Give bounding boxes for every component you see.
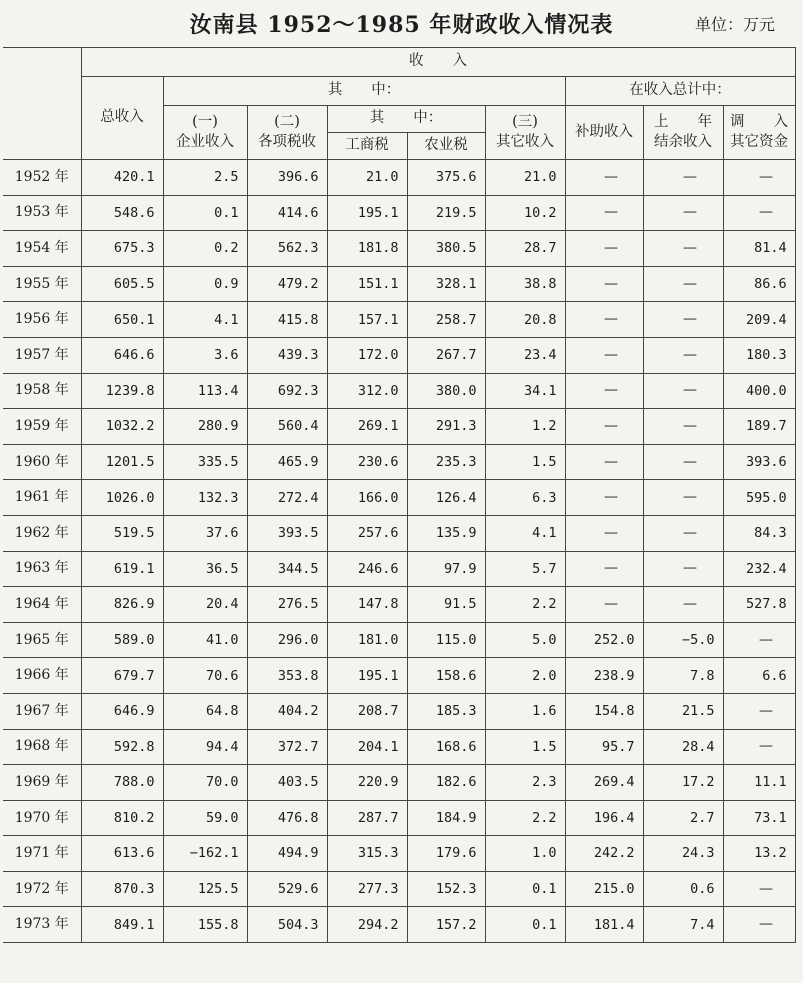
- cell-shuishou: 562.3: [247, 231, 327, 267]
- cell-qita: 2.2: [485, 587, 565, 623]
- cell-year: 1957 年: [3, 337, 81, 373]
- cell-total: 1201.5: [81, 444, 163, 480]
- cell-gongshang: 220.9: [327, 765, 407, 801]
- cell-total: 810.2: [81, 800, 163, 836]
- cell-gongshang: 315.3: [327, 836, 407, 872]
- cell-jieyu: —: [643, 231, 723, 267]
- cell-shuishou: 465.9: [247, 444, 327, 480]
- header-shuishou-num: (二): [274, 113, 300, 130]
- cell-diaoru: 81.4: [723, 231, 795, 267]
- cell-diaoru: 209.4: [723, 302, 795, 338]
- header-qita-num: (三): [512, 113, 538, 130]
- cell-total: 592.8: [81, 729, 163, 765]
- cell-qita: 5.7: [485, 551, 565, 587]
- cell-buzhu: —: [565, 551, 643, 587]
- cell-qiye: 0.2: [163, 231, 247, 267]
- cell-total: 650.1: [81, 302, 163, 338]
- cell-qiye: 70.0: [163, 765, 247, 801]
- cell-gongshang: 204.1: [327, 729, 407, 765]
- header-jieyu-line2: 结余收入: [654, 133, 712, 150]
- cell-year: 1973 年: [3, 907, 81, 943]
- cell-year: 1972 年: [3, 871, 81, 907]
- cell-qiye: 3.6: [163, 337, 247, 373]
- cell-shuishou: 393.5: [247, 515, 327, 551]
- cell-qita: 38.8: [485, 266, 565, 302]
- cell-year: 1967 年: [3, 693, 81, 729]
- cell-jieyu: 0.6: [643, 871, 723, 907]
- cell-jieyu: 17.2: [643, 765, 723, 801]
- cell-jieyu: —: [643, 444, 723, 480]
- cell-shuishou: 414.6: [247, 195, 327, 231]
- cell-nongye: 115.0: [407, 622, 485, 658]
- cell-shuishou: 494.9: [247, 836, 327, 872]
- cell-shuishou: 415.8: [247, 302, 327, 338]
- cell-jieyu: 2.7: [643, 800, 723, 836]
- cell-jieyu: —: [643, 160, 723, 196]
- cell-total: 613.6: [81, 836, 163, 872]
- cell-year: 1959 年: [3, 409, 81, 445]
- cell-qiye: 64.8: [163, 693, 247, 729]
- cell-buzhu: —: [565, 373, 643, 409]
- table-row: [3, 337, 795, 373]
- cell-qita: 6.3: [485, 480, 565, 516]
- table-row: [3, 871, 795, 907]
- cell-qita: 21.0: [485, 160, 565, 196]
- table-row: [3, 231, 795, 267]
- header-total: 总收入: [81, 77, 163, 160]
- cell-qita: 5.0: [485, 622, 565, 658]
- table-row: [3, 587, 795, 623]
- cell-gongshang: 294.2: [327, 907, 407, 943]
- cell-buzhu: —: [565, 337, 643, 373]
- cell-diaoru: 400.0: [723, 373, 795, 409]
- cell-shuishou: 403.5: [247, 765, 327, 801]
- cell-nongye: 184.9: [407, 800, 485, 836]
- table-row: [3, 480, 795, 516]
- cell-diaoru: 84.3: [723, 515, 795, 551]
- cell-total: 619.1: [81, 551, 163, 587]
- cell-shuishou: 476.8: [247, 800, 327, 836]
- table-row: [3, 551, 795, 587]
- cell-diaoru: 393.6: [723, 444, 795, 480]
- cell-shuishou: 692.3: [247, 373, 327, 409]
- cell-shuishou: 353.8: [247, 658, 327, 694]
- cell-gongshang: 230.6: [327, 444, 407, 480]
- cell-gongshang: 147.8: [327, 587, 407, 623]
- cell-jieyu: —: [643, 337, 723, 373]
- cell-gongshang: 166.0: [327, 480, 407, 516]
- cell-nongye: 152.3: [407, 871, 485, 907]
- cell-gongshang: 277.3: [327, 871, 407, 907]
- cell-qita: 34.1: [485, 373, 565, 409]
- cell-jieyu: —: [643, 480, 723, 516]
- cell-jieyu: —: [643, 195, 723, 231]
- cell-qita: 10.2: [485, 195, 565, 231]
- cell-diaoru: 86.6: [723, 266, 795, 302]
- cell-qita: 0.1: [485, 907, 565, 943]
- cell-gongshang: 172.0: [327, 337, 407, 373]
- cell-gongshang: 246.6: [327, 551, 407, 587]
- cell-jieyu: 28.4: [643, 729, 723, 765]
- header-nongye: 农业税: [407, 133, 485, 160]
- cell-buzhu: 181.4: [565, 907, 643, 943]
- cell-qiye: 20.4: [163, 587, 247, 623]
- header-qita: [485, 106, 565, 160]
- cell-qita: 2.0: [485, 658, 565, 694]
- page-title: 汝南县 1952～1985 年财政收入情况表: [189, 12, 614, 38]
- cell-jieyu: 7.4: [643, 907, 723, 943]
- cell-qita: 1.0: [485, 836, 565, 872]
- cell-diaoru: 11.1: [723, 765, 795, 801]
- cell-qiye: 155.8: [163, 907, 247, 943]
- cell-buzhu: —: [565, 231, 643, 267]
- table-row: [3, 693, 795, 729]
- cell-total: 675.3: [81, 231, 163, 267]
- cell-shuishou: 439.3: [247, 337, 327, 373]
- table-row: [3, 409, 795, 445]
- cell-qita: 20.8: [485, 302, 565, 338]
- header-shouru: 收 入: [81, 48, 795, 77]
- cell-year: 1963 年: [3, 551, 81, 587]
- cell-shuishou: 296.0: [247, 622, 327, 658]
- cell-nongye: 97.9: [407, 551, 485, 587]
- header-qizhong-1: 其 中：: [163, 77, 565, 106]
- cell-total: 519.5: [81, 515, 163, 551]
- cell-nongye: 380.5: [407, 231, 485, 267]
- cell-jieyu: 21.5: [643, 693, 723, 729]
- cell-qita: 2.2: [485, 800, 565, 836]
- cell-nongye: 291.3: [407, 409, 485, 445]
- cell-shuishou: 344.5: [247, 551, 327, 587]
- table-body: [3, 160, 795, 943]
- cell-diaoru: —: [723, 871, 795, 907]
- cell-total: 788.0: [81, 765, 163, 801]
- cell-qita: 1.5: [485, 729, 565, 765]
- cell-year: 1953 年: [3, 195, 81, 231]
- header-qizhong-2: 其 中：: [327, 106, 485, 133]
- cell-jieyu: −5.0: [643, 622, 723, 658]
- cell-qiye: 37.6: [163, 515, 247, 551]
- table-row: [3, 658, 795, 694]
- header-shuishou: [247, 106, 327, 160]
- cell-total: 849.1: [81, 907, 163, 943]
- cell-shuishou: 479.2: [247, 266, 327, 302]
- cell-nongye: 168.6: [407, 729, 485, 765]
- cell-buzhu: 95.7: [565, 729, 643, 765]
- cell-year: 1962 年: [3, 515, 81, 551]
- cell-buzhu: 269.4: [565, 765, 643, 801]
- cell-buzhu: —: [565, 409, 643, 445]
- cell-qita: 0.1: [485, 871, 565, 907]
- cell-qiye: 4.1: [163, 302, 247, 338]
- cell-total: 1239.8: [81, 373, 163, 409]
- cell-nongye: 235.3: [407, 444, 485, 480]
- cell-jieyu: 7.8: [643, 658, 723, 694]
- cell-year: 1955 年: [3, 266, 81, 302]
- cell-year: 1966 年: [3, 658, 81, 694]
- cell-gongshang: 181.0: [327, 622, 407, 658]
- cell-buzhu: 196.4: [565, 800, 643, 836]
- cell-buzhu: —: [565, 302, 643, 338]
- table-row: [3, 160, 795, 196]
- header-zai-shouru: 在收入总计中：: [565, 77, 795, 106]
- header-jieyu-line1: 上 年: [654, 113, 712, 130]
- cell-diaoru: —: [723, 195, 795, 231]
- cell-buzhu: —: [565, 195, 643, 231]
- table-row: [3, 302, 795, 338]
- cell-shuishou: 396.6: [247, 160, 327, 196]
- cell-total: 826.9: [81, 587, 163, 623]
- cell-shuishou: 272.4: [247, 480, 327, 516]
- cell-nongye: 219.5: [407, 195, 485, 231]
- cell-jieyu: —: [643, 551, 723, 587]
- cell-nongye: 267.7: [407, 337, 485, 373]
- cell-diaoru: —: [723, 729, 795, 765]
- header-gongshang: 工商税: [327, 133, 407, 160]
- cell-qiye: 335.5: [163, 444, 247, 480]
- header-qiye-num: (一): [192, 113, 218, 130]
- table-row: [3, 622, 795, 658]
- cell-year: 1969 年: [3, 765, 81, 801]
- cell-buzhu: —: [565, 266, 643, 302]
- cell-qita: 1.2: [485, 409, 565, 445]
- cell-qiye: −162.1: [163, 836, 247, 872]
- cell-buzhu: 252.0: [565, 622, 643, 658]
- header-diaoru-line1: 调 入: [730, 113, 789, 130]
- cell-gongshang: 157.1: [327, 302, 407, 338]
- cell-buzhu: —: [565, 444, 643, 480]
- cell-buzhu: —: [565, 480, 643, 516]
- cell-year: 1952 年: [3, 160, 81, 196]
- table-row: [3, 729, 795, 765]
- year-header: [3, 48, 81, 160]
- cell-buzhu: 215.0: [565, 871, 643, 907]
- cell-buzhu: —: [565, 587, 643, 623]
- cell-diaoru: —: [723, 160, 795, 196]
- cell-gongshang: 287.7: [327, 800, 407, 836]
- cell-gongshang: 151.1: [327, 266, 407, 302]
- cell-diaoru: 232.4: [723, 551, 795, 587]
- cell-qita: 23.4: [485, 337, 565, 373]
- cell-buzhu: 242.2: [565, 836, 643, 872]
- header-qiye: [163, 106, 247, 160]
- header-qita-label: 其它收入: [496, 133, 554, 150]
- cell-nongye: 185.3: [407, 693, 485, 729]
- cell-qiye: 36.5: [163, 551, 247, 587]
- cell-shuishou: 504.3: [247, 907, 327, 943]
- table-row: [3, 836, 795, 872]
- cell-qiye: 0.9: [163, 266, 247, 302]
- cell-diaoru: 180.3: [723, 337, 795, 373]
- cell-diaoru: 13.2: [723, 836, 795, 872]
- cell-nongye: 182.6: [407, 765, 485, 801]
- cell-shuishou: 560.4: [247, 409, 327, 445]
- cell-qiye: 132.3: [163, 480, 247, 516]
- cell-total: 870.3: [81, 871, 163, 907]
- cell-qiye: 94.4: [163, 729, 247, 765]
- header-shuishou-label: 各项税收: [258, 133, 316, 150]
- cell-nongye: 126.4: [407, 480, 485, 516]
- cell-year: 1964 年: [3, 587, 81, 623]
- cell-year: 1956 年: [3, 302, 81, 338]
- cell-diaoru: 189.7: [723, 409, 795, 445]
- cell-diaoru: —: [723, 622, 795, 658]
- cell-nongye: 157.2: [407, 907, 485, 943]
- cell-diaoru: 73.1: [723, 800, 795, 836]
- cell-nongye: 258.7: [407, 302, 485, 338]
- cell-total: 646.9: [81, 693, 163, 729]
- cell-gongshang: 208.7: [327, 693, 407, 729]
- cell-qiye: 2.5: [163, 160, 247, 196]
- cell-nongye: 179.6: [407, 836, 485, 872]
- cell-buzhu: —: [565, 515, 643, 551]
- cell-qiye: 280.9: [163, 409, 247, 445]
- table-row: [3, 373, 795, 409]
- cell-qiye: 59.0: [163, 800, 247, 836]
- cell-qiye: 113.4: [163, 373, 247, 409]
- cell-buzhu: —: [565, 160, 643, 196]
- cell-diaoru: 595.0: [723, 480, 795, 516]
- cell-year: 1971 年: [3, 836, 81, 872]
- header-buzhu: 补助收入: [565, 106, 643, 160]
- cell-qita: 1.6: [485, 693, 565, 729]
- cell-total: 605.5: [81, 266, 163, 302]
- cell-jieyu: 24.3: [643, 836, 723, 872]
- cell-gongshang: 181.8: [327, 231, 407, 267]
- cell-gongshang: 195.1: [327, 658, 407, 694]
- header-diaoru: [723, 106, 795, 160]
- cell-jieyu: —: [643, 515, 723, 551]
- cell-gongshang: 312.0: [327, 373, 407, 409]
- cell-year: 1965 年: [3, 622, 81, 658]
- cell-buzhu: 238.9: [565, 658, 643, 694]
- cell-gongshang: 257.6: [327, 515, 407, 551]
- cell-total: 589.0: [81, 622, 163, 658]
- cell-gongshang: 21.0: [327, 160, 407, 196]
- cell-shuishou: 372.7: [247, 729, 327, 765]
- cell-jieyu: —: [643, 409, 723, 445]
- cell-qiye: 0.1: [163, 195, 247, 231]
- revenue-table: [3, 47, 796, 943]
- cell-year: 1960 年: [3, 444, 81, 480]
- cell-jieyu: —: [643, 373, 723, 409]
- cell-diaoru: 527.8: [723, 587, 795, 623]
- cell-total: 679.7: [81, 658, 163, 694]
- table-row: [3, 444, 795, 480]
- table-row: [3, 765, 795, 801]
- cell-nongye: 135.9: [407, 515, 485, 551]
- cell-jieyu: —: [643, 302, 723, 338]
- cell-gongshang: 269.1: [327, 409, 407, 445]
- cell-diaoru: —: [723, 693, 795, 729]
- cell-nongye: 375.6: [407, 160, 485, 196]
- cell-qiye: 70.6: [163, 658, 247, 694]
- cell-nongye: 158.6: [407, 658, 485, 694]
- cell-qita: 2.3: [485, 765, 565, 801]
- header-qiye-label: 企业收入: [176, 133, 234, 150]
- cell-qita: 4.1: [485, 515, 565, 551]
- cell-qiye: 125.5: [163, 871, 247, 907]
- cell-nongye: 328.1: [407, 266, 485, 302]
- cell-year: 1958 年: [3, 373, 81, 409]
- cell-jieyu: —: [643, 587, 723, 623]
- table-row: [3, 266, 795, 302]
- cell-total: 548.6: [81, 195, 163, 231]
- cell-qita: 28.7: [485, 231, 565, 267]
- header-jieyu: [643, 106, 723, 160]
- cell-diaoru: —: [723, 907, 795, 943]
- cell-total: 646.6: [81, 337, 163, 373]
- cell-shuishou: 276.5: [247, 587, 327, 623]
- cell-nongye: 91.5: [407, 587, 485, 623]
- cell-total: 1026.0: [81, 480, 163, 516]
- table-row: [3, 195, 795, 231]
- header-diaoru-line2: 其它资金: [730, 133, 789, 150]
- table-row: [3, 800, 795, 836]
- cell-nongye: 380.0: [407, 373, 485, 409]
- cell-buzhu: 154.8: [565, 693, 643, 729]
- cell-qita: 1.5: [485, 444, 565, 480]
- cell-shuishou: 529.6: [247, 871, 327, 907]
- cell-year: 1961 年: [3, 480, 81, 516]
- table-row: [3, 907, 795, 943]
- cell-shuishou: 404.2: [247, 693, 327, 729]
- cell-year: 1970 年: [3, 800, 81, 836]
- cell-jieyu: —: [643, 266, 723, 302]
- cell-qiye: 41.0: [163, 622, 247, 658]
- cell-year: 1968 年: [3, 729, 81, 765]
- unit-label: 单位：万元: [694, 15, 775, 34]
- cell-diaoru: 6.6: [723, 658, 795, 694]
- cell-gongshang: 195.1: [327, 195, 407, 231]
- cell-total: 420.1: [81, 160, 163, 196]
- table-row: [3, 515, 795, 551]
- cell-year: 1954 年: [3, 231, 81, 267]
- cell-total: 1032.2: [81, 409, 163, 445]
